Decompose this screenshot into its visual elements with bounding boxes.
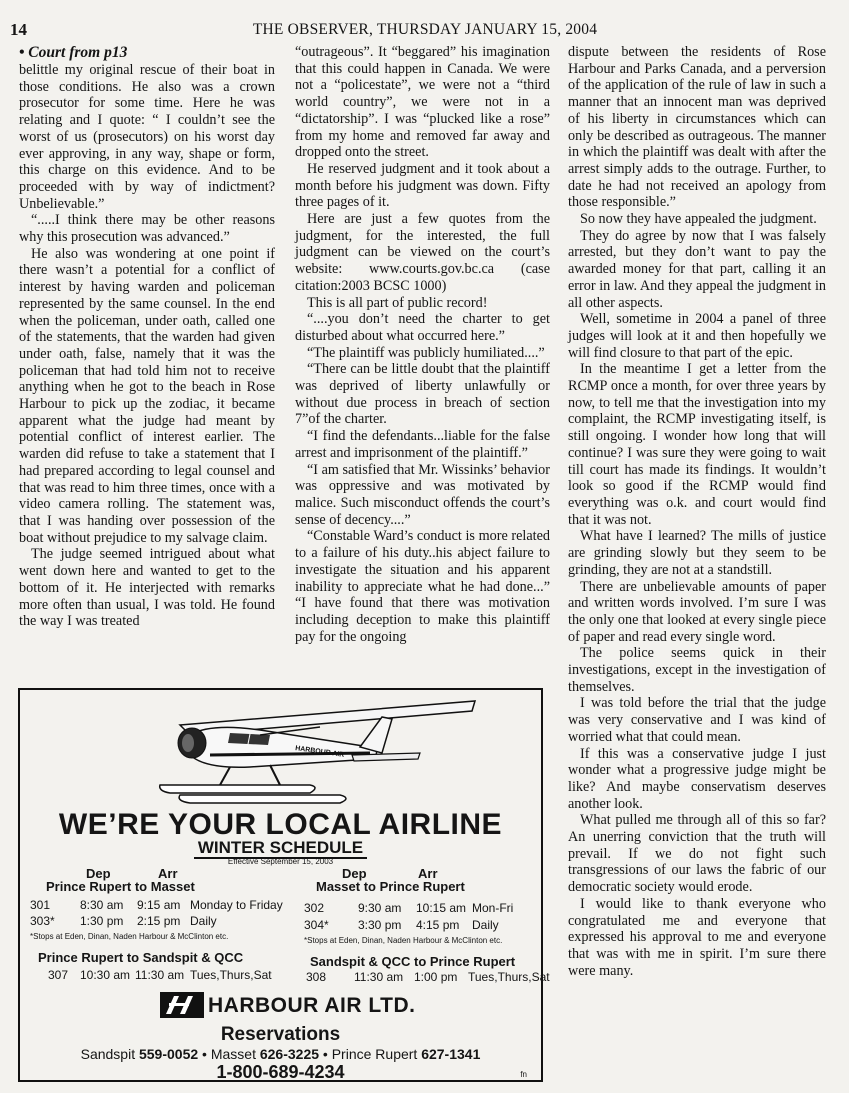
paragraph: dispute between the residents of Rose Harbour and Parks Canada, and a perversion of the application of the rule of law in such a manner that an innocent man was deprived of his liberty in circumstances which can only be described as outrageous. The manner in which the plaintiff was dealt with after the arrest simply adds to the outrage. Further, to date he had not received an apology from those responsible.” bbox=[568, 44, 826, 211]
route-prince-rupert-masset: Prince Rupert to Masset bbox=[46, 879, 195, 894]
flight-number: 303* bbox=[30, 914, 55, 928]
flight-number: 301 bbox=[30, 898, 51, 912]
arr-header-left: Arr bbox=[158, 866, 178, 881]
floatplane-illustration bbox=[120, 695, 480, 807]
article-column-1 bbox=[19, 44, 275, 630]
paragraph: In the meantime I get a letter from the RCMP once a month, for over three years by now, to tell me that the investigation into my complaint, the RCMP investigating itself, is still ongoing. I wonder how long that will continue? I was sure they were going to wait till court has made its findings. It wouldn’t look so good if the RCMP would find everything was o.k. and court would find that it was not. bbox=[568, 361, 826, 528]
arrival-time: 2:15 pm bbox=[137, 914, 181, 928]
paragraph: What pulled me through all of this so far? An unerring conviction that the truth will prevail. If we do not fight such transgressions of our laws the fabric of our democratic society would erode. bbox=[568, 812, 826, 896]
arrival-time: 11:30 am bbox=[135, 968, 185, 982]
winter-schedule-label: WINTER SCHEDULE bbox=[194, 838, 367, 859]
arrival-time: 10:15 am bbox=[416, 901, 467, 915]
paragraph: They do agree by now that I was falsely arrested, but they don’t want to pay the awarded money for that part, calling it an error in law. And they appeal the judgment in all other aspects. bbox=[568, 227, 826, 311]
phone-number: 626-3225 bbox=[259, 1046, 320, 1062]
stops-note-left: *Stops at Eden, Dinan, Naden Harbour & McClinton etc. bbox=[30, 932, 229, 941]
flight-number: 308 bbox=[306, 970, 327, 984]
toll-free-number: 1-800-689-4234 bbox=[216, 1062, 345, 1082]
brand-name: HARBOUR AIR LTD. bbox=[208, 994, 416, 1017]
ad-headline: WE’RE YOUR LOCAL AIRLINE bbox=[58, 808, 503, 841]
phone-separator: • bbox=[322, 1046, 328, 1062]
reservations-label: Reservations bbox=[220, 1024, 341, 1045]
article-column-3 bbox=[568, 44, 826, 979]
paragraph: Here are just a few quotes from the judgment, for the interested, the full judgment can be viewed on the court’s website: www.courts.gov.bc.ca (case citation:2003 BCSC 1000) bbox=[295, 211, 550, 294]
stops-note-right: *Stops at Eden, Dinan, Naden Harbour & McClinton etc. bbox=[304, 936, 503, 945]
flight-number: 307 bbox=[48, 968, 69, 982]
paragraph: belittle my original rescue of their boat in those conditions. He also was a crown prosecutor for some time. Here he was relating and I quote: “ I couldn’t see the worst of us (prosecutors) on his worst day ever approving, in any way, shape or form, this charge on this evidence. And to be proceeded with by way of indictment? Unbelievable.” bbox=[19, 62, 275, 212]
ad-credit: fn bbox=[520, 1070, 527, 1079]
phone-number: 627-1341 bbox=[421, 1046, 481, 1062]
paragraph: What have I learned? The mills of justice are grinding slowly but they seem to be grinding, they are not at a standstill. bbox=[568, 528, 826, 578]
paragraph: “....you don’t need the charter to get disturbed about what occurred here.” bbox=[295, 311, 550, 344]
days: Monday to Friday bbox=[190, 898, 283, 912]
phone-number: 559-0052 bbox=[138, 1046, 199, 1062]
days: Tues,Thurs,Sat bbox=[468, 970, 550, 984]
days: Mon-Fri bbox=[472, 901, 514, 915]
paragraph: “The plaintiff was publicly humiliated....” bbox=[307, 344, 545, 361]
paragraph: He also was wondering at one point if there wasn’t a potential for a conflict of interest by having warden and policeman represented by the same counsel. In the end when the policeman, under oath, called one of the statements, that the warden had given under oath, false, namely that it was the policeman that had told him not to receive anything when he got to the beach in Rose Harbour to pick up the zodiac, it became apparent what the judge had meant by potential conflict of interest earlier. The warden did refuse to take a statement that I had prepared according to legal counsel and that was read to him three times, once with a video camera rolling. The statement was, that I was handing over possession of the boat without prejudice to my salvage claim. bbox=[19, 245, 275, 546]
departure-time: 3:30 pm bbox=[358, 918, 402, 932]
effective-date: Effective September 15, 2003 bbox=[227, 857, 334, 866]
paragraph: “.....I think there may be other reasons why this prosecution was advanced.” bbox=[19, 212, 275, 246]
plane-livery-text: HARBOUR AIR bbox=[294, 745, 345, 759]
phone-place: Masset bbox=[210, 1046, 256, 1062]
route-sandspit-prince-rupert: Sandspit & QCC to Prince Rupert bbox=[310, 954, 516, 969]
paragraph: The judge seemed intrigued about what went down here and wanted to get to the bottom of it. He interjected with remarks more often than usual, I was told. He found the way I was treated bbox=[19, 546, 275, 630]
phone-separator: • bbox=[202, 1046, 207, 1062]
paragraph: The police seems quick in their investigations, except in the investigation of themselves. bbox=[568, 645, 826, 695]
paragraph: “Constable Ward’s conduct is more related to a failure of his duty..his abject failure to investigate the situation and his apparent inability to appreciate what he had done...” “I have found that there was motivation including deception to make this plaintiff pay for the ongoing bbox=[295, 528, 550, 645]
page-number: 14 bbox=[10, 20, 27, 39]
paragraph: “There can be little doubt that the plaintiff was deprived of liberty unlawfully or without due process in breach of section 7”of the charter. bbox=[295, 361, 550, 428]
paragraph: “I find the defendants...liable for the false arrest and imprisonment of the plaintiff.” bbox=[295, 428, 550, 461]
days: Daily bbox=[190, 914, 217, 928]
paragraph: If this was a conservative judge I just wonder what a progressive judge might be like? And maybe conservatism deserves another look. bbox=[568, 745, 826, 812]
paragraph: He reserved judgment and it took about a month before his judgment was down. Fifty three pages of it. bbox=[295, 160, 550, 211]
route-prince-rupert-sandspit: Prince Rupert to Sandspit & QCC bbox=[38, 950, 244, 965]
harbour-air-logo-icon bbox=[160, 992, 204, 1018]
arrival-time: 1:00 pm bbox=[414, 970, 458, 984]
winter-schedule-title bbox=[20, 838, 541, 858]
continued-from-label: • Court from p13 bbox=[19, 44, 128, 61]
phone-numbers bbox=[20, 1046, 541, 1062]
page-header bbox=[10, 20, 840, 42]
phone-place: Prince Rupert bbox=[331, 1046, 418, 1062]
paragraph: I was told before the trial that the judge was very conservative and I was kind of worried what that could mean. bbox=[568, 695, 826, 745]
masthead: THE OBSERVER, THURSDAY JANUARY 15, 2004 bbox=[252, 21, 598, 38]
route-masset-prince-rupert: Masset to Prince Rupert bbox=[316, 879, 465, 894]
paragraph: Well, sometime in 2004 a panel of three judges will look at it and then hopefully we will find closure to that part of the epic. bbox=[568, 311, 826, 361]
days: Tues,Thurs,Sat bbox=[190, 968, 272, 982]
paragraph: There are unbelievable amounts of paper and written words involved. I’m sure I was the only one that looked at every single piece of paper and read every single word. bbox=[568, 578, 826, 645]
arrival-time: 9:15 am bbox=[137, 898, 181, 912]
departure-time: 8:30 am bbox=[80, 898, 124, 912]
paragraph: “outrageous”. It “beggared” his imagination that this could happen in Canada. We were not a “policestate”, we were not a “third world country”, we were not in a “dictatorship”. I was “plucked like a rose” from my home and removed far away and dropped onto the street. bbox=[295, 44, 550, 161]
departure-time: 11:30 am bbox=[354, 970, 404, 984]
paragraph: So now they have appealed the judgment. bbox=[580, 211, 817, 228]
arr-header-right: Arr bbox=[418, 866, 438, 881]
paragraph: This is all part of public record! bbox=[307, 294, 488, 311]
flight-number: 304* bbox=[304, 918, 329, 932]
airline-advertisement bbox=[18, 688, 550, 1082]
days: Daily bbox=[472, 918, 499, 932]
dep-header-left: Dep bbox=[86, 866, 111, 881]
departure-time: 1:30 pm bbox=[80, 914, 124, 928]
departure-time: 9:30 am bbox=[358, 901, 402, 915]
departure-time: 10:30 am bbox=[80, 968, 131, 982]
paragraph: “I am satisfied that Mr. Wissinks’ behavior was oppressive and was motivated by malice. Such misconduct offends the court’s sense of decency....” bbox=[295, 461, 550, 528]
article-column-2 bbox=[295, 44, 550, 645]
arrival-time: 4:15 pm bbox=[416, 918, 460, 932]
flight-number: 302 bbox=[304, 901, 325, 915]
phone-place: Sandspit bbox=[80, 1046, 136, 1062]
paragraph: I would like to thank everyone who congratulated me and everyone that expressed his approval to me and everyone that was with me in spirit. I’m sure there were many. bbox=[568, 895, 826, 979]
dep-header-right: Dep bbox=[342, 866, 367, 881]
